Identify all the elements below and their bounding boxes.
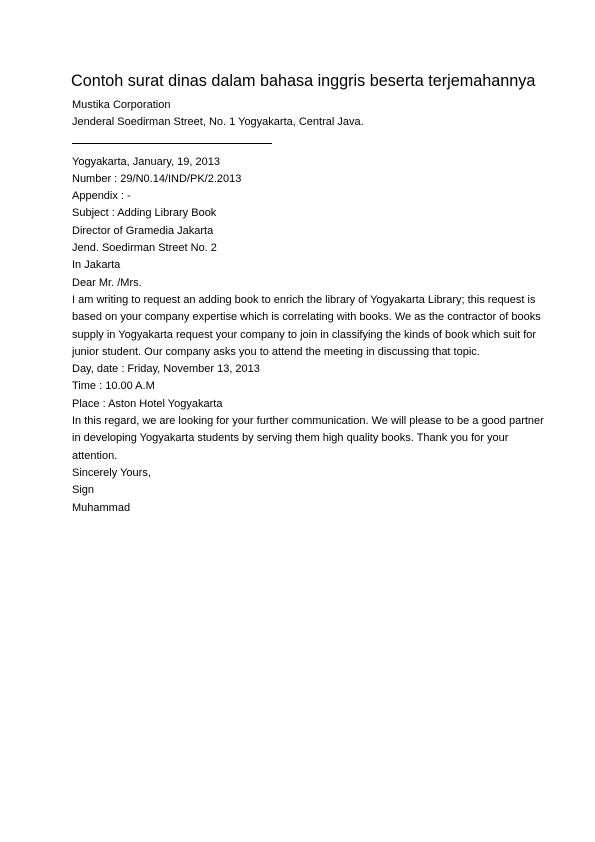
- body-paragraph-2-line: in developing Yogyakarta students by serving them high quality books. Thank you for your: [72, 432, 509, 445]
- company-address: Jenderal Soedirman Street, No. 1 Yogyakarta, Central Java.: [72, 116, 364, 129]
- body-paragraph-1-line: I am writing to request an adding book to enrich the library of Yogyakarta Library; this request is: [72, 293, 536, 306]
- letter-content: [72, 97, 544, 517]
- letter-appendix: Appendix : -: [72, 190, 131, 203]
- recipient-line-1: Director of Gramedia Jakarta: [72, 224, 214, 237]
- body-paragraph-1-line: based on your company expertise which is correlating with books. We as the contractor of books: [72, 311, 541, 324]
- recipient-line-2: Jend. Soedirman Street No. 2: [72, 242, 217, 255]
- letter-number: Number : 29/N0.14/IND/PK/2.2013: [72, 172, 242, 185]
- recipient-line-3: In Jakarta: [72, 259, 121, 272]
- letter-subject: Subject : Adding Library Book: [72, 207, 217, 220]
- signer-name: Muhammad: [72, 501, 131, 514]
- salutation: Dear Mr. /Mrs.: [72, 276, 142, 289]
- letter-date: Yogyakarta, January, 19, 2013: [72, 155, 220, 168]
- body-paragraph-1-line: supply in Yogyakarta request your company to join in classifying the kinds of book which suit for: [72, 328, 537, 341]
- body-paragraph-2-line: In this regard, we are looking for your further communication. We will please to be a good partner: [72, 415, 544, 428]
- document-title: Contoh surat dinas dalam bahasa inggris beserta terjemahannya: [71, 72, 536, 90]
- company-name: Mustika Corporation: [72, 99, 171, 111]
- body-paragraph-1-line: junior student. Our company asks you to attend the meeting in discussing that topic.: [72, 345, 480, 358]
- letterhead-divider: [72, 143, 272, 144]
- body-paragraph-2: [72, 413, 544, 465]
- meeting-day-date: Day, date : Friday, November 13, 2013: [72, 363, 260, 376]
- sign-label: Sign: [72, 484, 95, 497]
- body-paragraph-1: [72, 292, 541, 361]
- valediction: Sincerely Yours,: [72, 466, 151, 479]
- body-paragraph-2-line: attention.: [72, 449, 118, 462]
- meeting-place: Place : Aston Hotel Yogyakarta: [72, 397, 223, 410]
- meeting-time: Time : 10.00 A.M: [72, 380, 155, 393]
